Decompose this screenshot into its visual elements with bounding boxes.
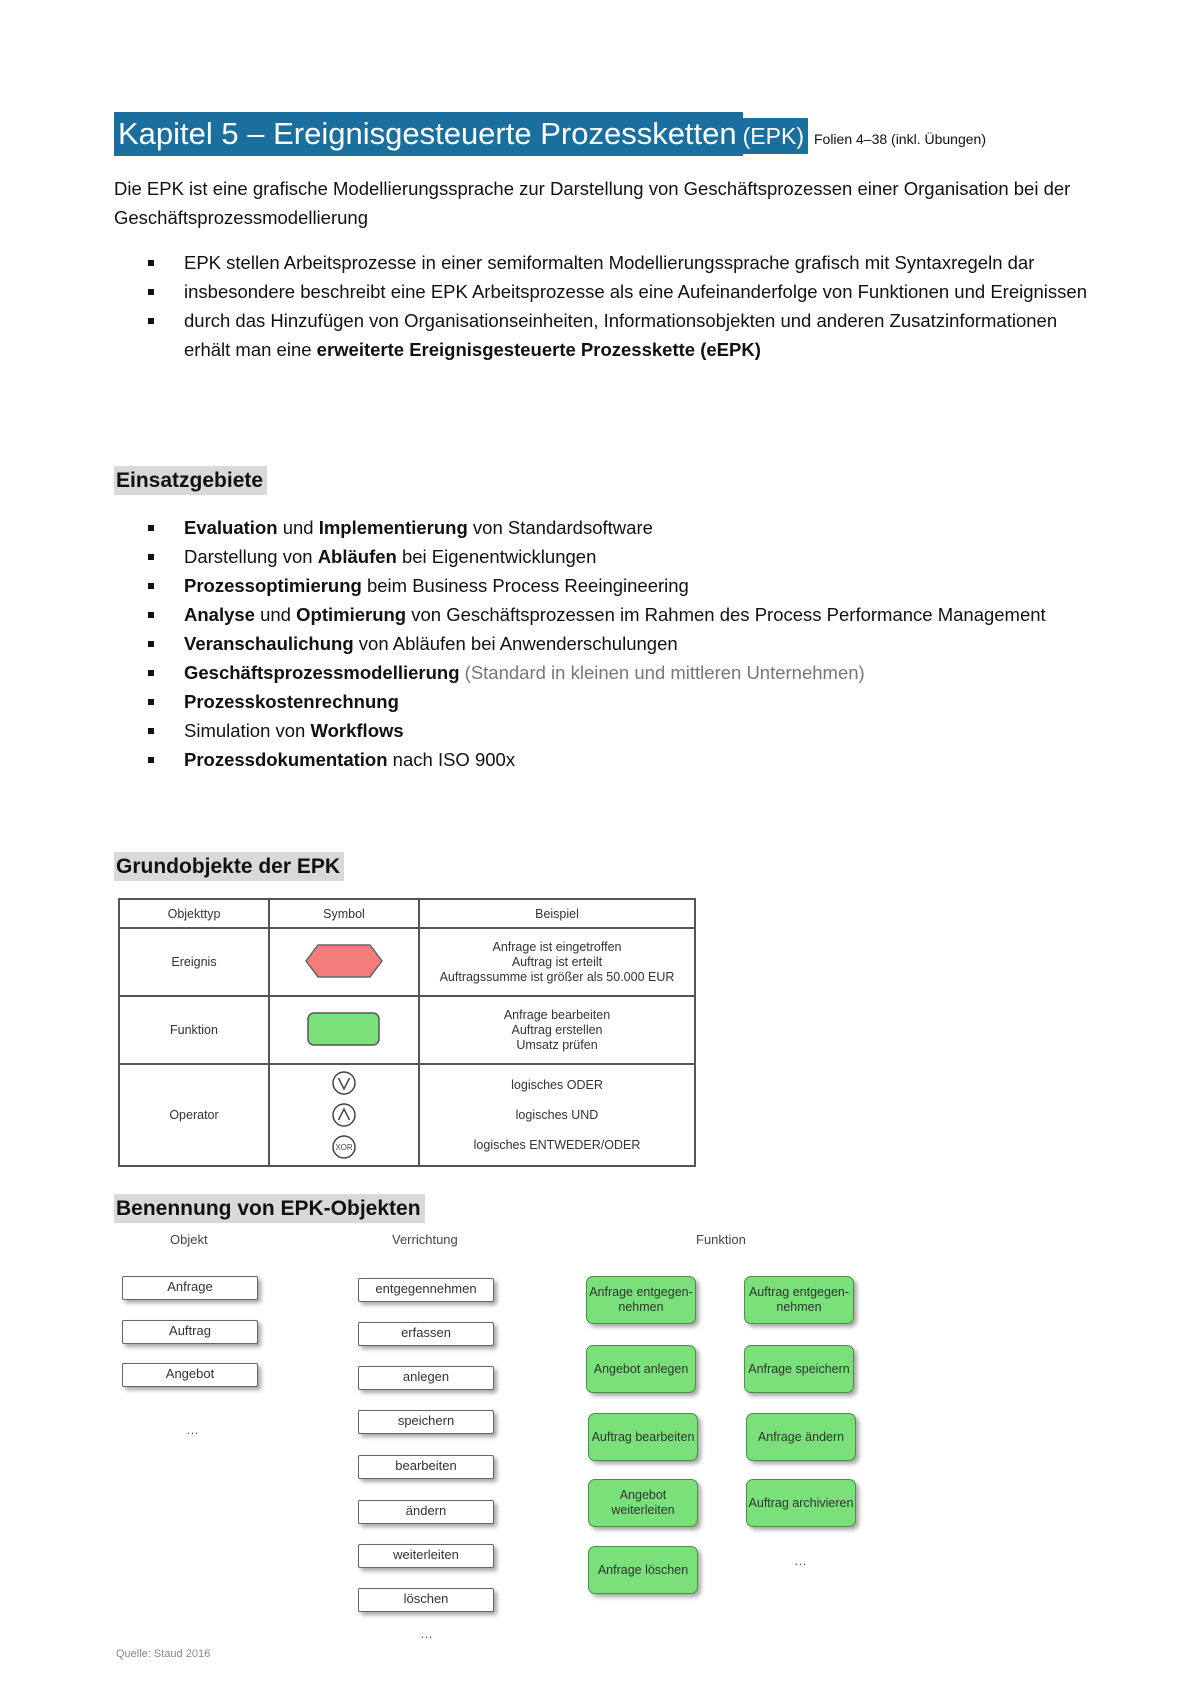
event-hexagon-icon [304,941,384,981]
ellipsis: … [794,1553,807,1568]
table-cell [269,996,419,1064]
einsatz-list [150,513,1090,774]
section-heading-einsatzgebiete: Einsatzgebiete [114,466,267,495]
xor-operator-icon [331,1134,357,1160]
chapter-slides: Folien 4–38 (inkl. Übungen) [813,131,986,147]
and-operator-icon [331,1102,357,1128]
function-box: Auftrag archivieren [746,1479,856,1527]
table-header: Objekttyp [119,899,269,928]
verb-box: bearbeiten [358,1455,494,1479]
intro-text: Die EPK ist eine grafische Modellierungssprache zur Darstellung von Geschäftsprozessen einer Organisation bei der Geschäftsprozessmodellierung [114,178,1071,228]
verb-box: erfassen [358,1322,494,1346]
intro-bullets [150,248,1090,364]
list-item: durch das Hinzufügen von Organisationseinheiten, Informationsobjekten und anderen Zusatzinformationen erhält man eine erweiterte Ereignisgesteuerte Prozesskette (eEPK) [150,306,1090,364]
function-box: Anfrage ändern [746,1413,856,1461]
function-box: Auftrag bearbeiten [588,1413,698,1461]
list-item: Geschäftsprozessmodellierung (Standard in kleinen und mittleren Unternehmen) [150,658,1090,687]
list-item: Prozessoptimierung beim Business Process Reeingineering [150,571,1090,600]
list-item: Darstellung von Abläufen bei Eigenentwicklungen [150,542,1090,571]
function-box: Anfrage löschen [588,1546,698,1594]
table-cell: Operator [119,1064,269,1166]
list-item: Evaluation und Implementierung von Standardsoftware [150,513,1090,542]
section-heading-benennung: Benennung von EPK-Objekten [114,1194,425,1223]
table-cell [269,928,419,996]
function-box-icon [306,1010,382,1048]
function-box: Anfrage entgegen-nehmen [586,1276,696,1324]
section-heading-grundobjekte: Grundobjekte der EPK [114,852,344,881]
ellipsis: … [186,1422,199,1437]
or-operator-icon [331,1070,357,1096]
table-row [119,1064,695,1166]
table-row [119,928,695,996]
function-box: Anfrage speichern [744,1345,854,1393]
epk-objects-table [118,898,696,1167]
list-item: insbesondere beschreibt eine EPK Arbeitsprozesse als eine Aufeinanderfolge von Funktionen und Ereignissen [150,277,1090,306]
svg-text:XOR: XOR [335,1143,353,1152]
source-note: Quelle: Staud 2016 [116,1648,211,1660]
chapter-title: Kapitel 5 – Ereignisgesteuerte Prozessketten [114,112,743,156]
list-item: EPK stellen Arbeitsprozesse in einer semiformalten Modellierungssprache grafisch mit Syntaxregeln dar [150,248,1090,277]
function-box: Angebot anlegen [586,1345,696,1393]
verb-box: ändern [358,1500,494,1524]
function-box: Auftrag entgegen-nehmen [744,1276,854,1324]
table-header: Beispiel [419,899,695,928]
list-item: Analyse und Optimierung von Geschäftsprozessen im Rahmen des Process Performance Management [150,600,1090,629]
column-header-objekt: Objekt [170,1232,208,1247]
page-title [114,116,986,152]
table-cell: Funktion [119,996,269,1064]
table-cell [269,1064,419,1166]
list-item: Veranschaulichung von Abläufen bei Anwenderschulungen [150,629,1090,658]
chapter-abbr: (EPK) [739,118,808,154]
list-item: Simulation von Workflows [150,716,1090,745]
object-box: Angebot [122,1363,258,1387]
column-header-verrichtung: Verrichtung [392,1232,458,1247]
verb-box: löschen [358,1588,494,1612]
list-item: Prozessdokumentation nach ISO 900x [150,745,1090,774]
verb-box: weiterleiten [358,1544,494,1568]
table-cell: Anfrage ist eingetroffen Auftrag ist erteilt Auftragssumme ist größer als 50.000 EUR [419,928,695,996]
verb-box: anlegen [358,1366,494,1390]
table-header-row [119,899,695,928]
table-row [119,996,695,1064]
list-item: Prozesskostenrechnung [150,687,1090,716]
object-box: Auftrag [122,1320,258,1344]
verb-box: entgegennehmen [358,1278,494,1302]
table-cell: Anfrage bearbeiten Auftrag erstellen Umsatz prüfen [419,996,695,1064]
function-box: Angebot weiterleiten [588,1479,698,1527]
table-cell: logisches ODER logisches UND logisches ENTWEDER/ODER [419,1064,695,1166]
ellipsis: … [420,1626,433,1641]
object-box: Anfrage [122,1276,258,1300]
verb-box: speichern [358,1410,494,1434]
table-cell: Ereignis [119,928,269,996]
table-header: Symbol [269,899,419,928]
column-header-funktion: Funktion [696,1232,746,1247]
